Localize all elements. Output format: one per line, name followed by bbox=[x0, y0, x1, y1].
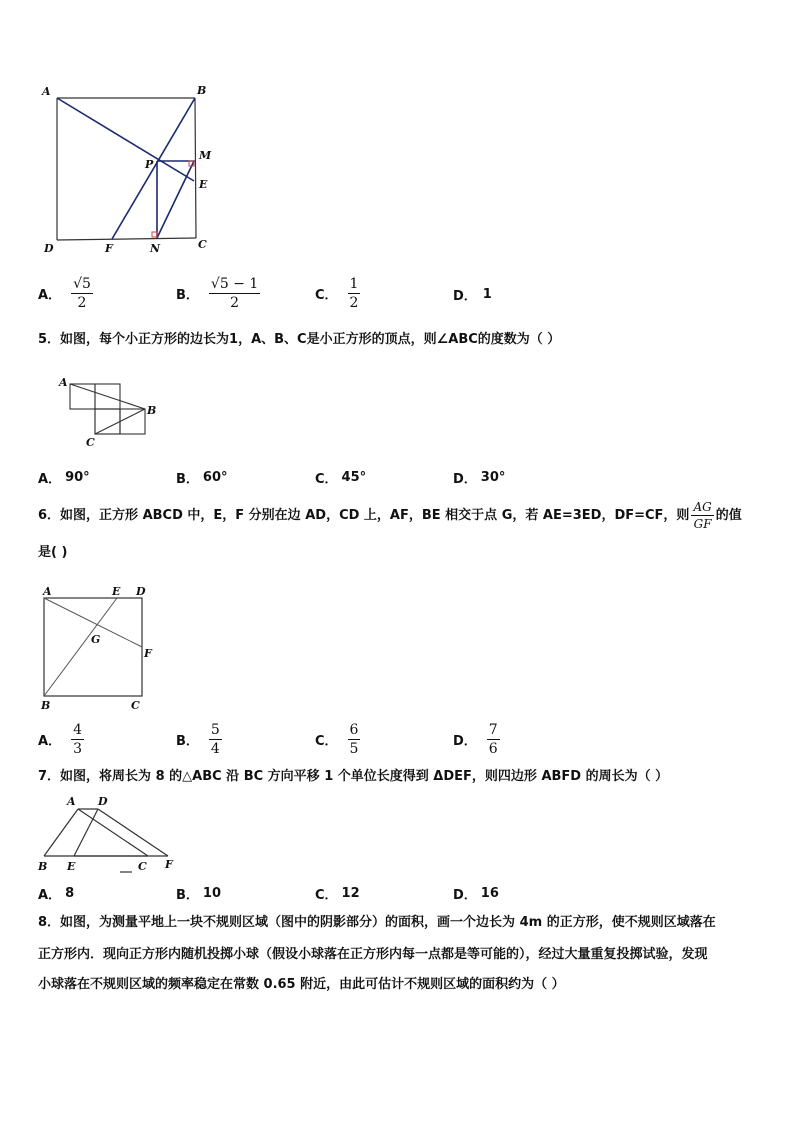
option-letter: A． bbox=[38, 288, 62, 303]
q4-label-n: N bbox=[150, 242, 161, 255]
q4-label-c: C bbox=[198, 238, 207, 251]
q7-option-d[interactable]: D． 16 bbox=[453, 886, 499, 903]
q6-option-d[interactable]: D． $\frac{7}{6}$ bbox=[453, 722, 498, 757]
q6-label-d: D bbox=[136, 585, 146, 598]
option-letter: B． bbox=[176, 288, 199, 303]
q4-option-b[interactable] bbox=[176, 276, 260, 311]
q7-label-e: E bbox=[67, 860, 76, 873]
option-letter: D． bbox=[453, 289, 477, 304]
q6-option-b[interactable]: B． $\frac{5}{4}$ bbox=[176, 722, 220, 757]
q6-question-line2: 是( ) bbox=[38, 545, 68, 560]
q5-option-a[interactable]: A． 90° bbox=[38, 470, 90, 487]
q7-label-b: B bbox=[38, 860, 48, 873]
q8-question-line2: 正方形内．现向正方形内随机投掷小球（假设小球落在正方形内每一点都是等可能的），经过大量重复投掷试验，发现 bbox=[38, 947, 708, 962]
q6-label-g: G bbox=[91, 633, 101, 646]
q7-option-a[interactable]: A． 8 bbox=[38, 886, 75, 903]
q8-question-line1: 8．如图，为测量平地上一块不规则区域（图中的阴影部分）的面积，画一个边长为 4m 的正方形，使不规则区域落在 bbox=[38, 915, 716, 930]
q7-option-c[interactable]: C． 12 bbox=[315, 886, 360, 903]
q5-option-b[interactable]: B． 60° bbox=[176, 470, 228, 487]
q6-option-a[interactable]: A． $\frac{4}{3}$ bbox=[38, 722, 82, 757]
q7-question-text: 7．如图，将周长为 8 的△ABC 沿 BC 方向平移 1 个单位长度得到 ΔDEF，则四边形 ABFD 的周长为（ ） bbox=[38, 769, 669, 784]
q4-label-f: F bbox=[105, 242, 113, 255]
q4-option-c[interactable] bbox=[315, 276, 360, 311]
q5-figure bbox=[56, 374, 166, 450]
q4-option-d[interactable] bbox=[453, 285, 492, 304]
q6-ratio-fraction: $\frac{AG}{GF}$ bbox=[693, 500, 712, 531]
q4-label-d: D bbox=[44, 242, 54, 255]
fraction: $\frac{1}{2}$ bbox=[349, 276, 359, 311]
fraction: $\frac{√5 - 1}{2}$ bbox=[210, 276, 259, 311]
fraction: $\frac{√5}{2}$ bbox=[73, 276, 91, 311]
option-letter: C． bbox=[315, 288, 338, 303]
q6-label-a: A bbox=[43, 585, 52, 598]
q4-label-p: P bbox=[145, 158, 154, 171]
q6-figure bbox=[34, 580, 164, 712]
q5-option-d[interactable]: D． 30° bbox=[453, 470, 506, 487]
q7-option-b[interactable]: B． 10 bbox=[176, 886, 222, 903]
q7-label-f: F bbox=[165, 858, 173, 871]
q6-option-c[interactable]: C． $\frac{6}{5}$ bbox=[315, 722, 359, 757]
q5-option-c[interactable]: C． 45° bbox=[315, 470, 367, 487]
q4-option-a[interactable] bbox=[38, 276, 93, 311]
q6-label-f: F bbox=[144, 647, 152, 660]
q5-label-c: C bbox=[86, 436, 95, 449]
option-value: 1 bbox=[482, 287, 492, 302]
q6-label-b: B bbox=[41, 699, 51, 712]
q4-label-m: M bbox=[199, 149, 212, 162]
q7-label-c: C bbox=[138, 860, 147, 873]
q6-label-e: E bbox=[112, 585, 121, 598]
q5-label-a: A bbox=[59, 376, 68, 389]
q6-label-c: C bbox=[131, 699, 140, 712]
q7-label-d: D bbox=[98, 795, 108, 808]
q8-question-line3: 小球落在不规则区域的频率稳定在常数 0.65 附近，由此可估计不规则区域的面积约为（ ） bbox=[38, 977, 565, 992]
q4-label-a: A bbox=[42, 85, 51, 98]
q4-label-e: E bbox=[199, 178, 208, 191]
q5-question-text: 5．如图，每个小正方形的边长为1，A、B、C是小正方形的顶点，则∠ABC的度数为（ ） bbox=[38, 332, 561, 347]
q4-label-b: B bbox=[197, 84, 207, 97]
q7-label-a: A bbox=[67, 795, 76, 808]
q5-label-b: B bbox=[147, 404, 157, 417]
q6-question-line1: 6．如图，正方形 ABCD 中，E，F 分别在边 AD，CD 上，AF，BE 相交于点 G，若 AE=3ED，DF=CF，则 $\frac{AG}{GF}$ 的值 bbox=[38, 500, 742, 531]
q4-figure bbox=[36, 80, 226, 260]
q7-figure bbox=[34, 792, 184, 878]
